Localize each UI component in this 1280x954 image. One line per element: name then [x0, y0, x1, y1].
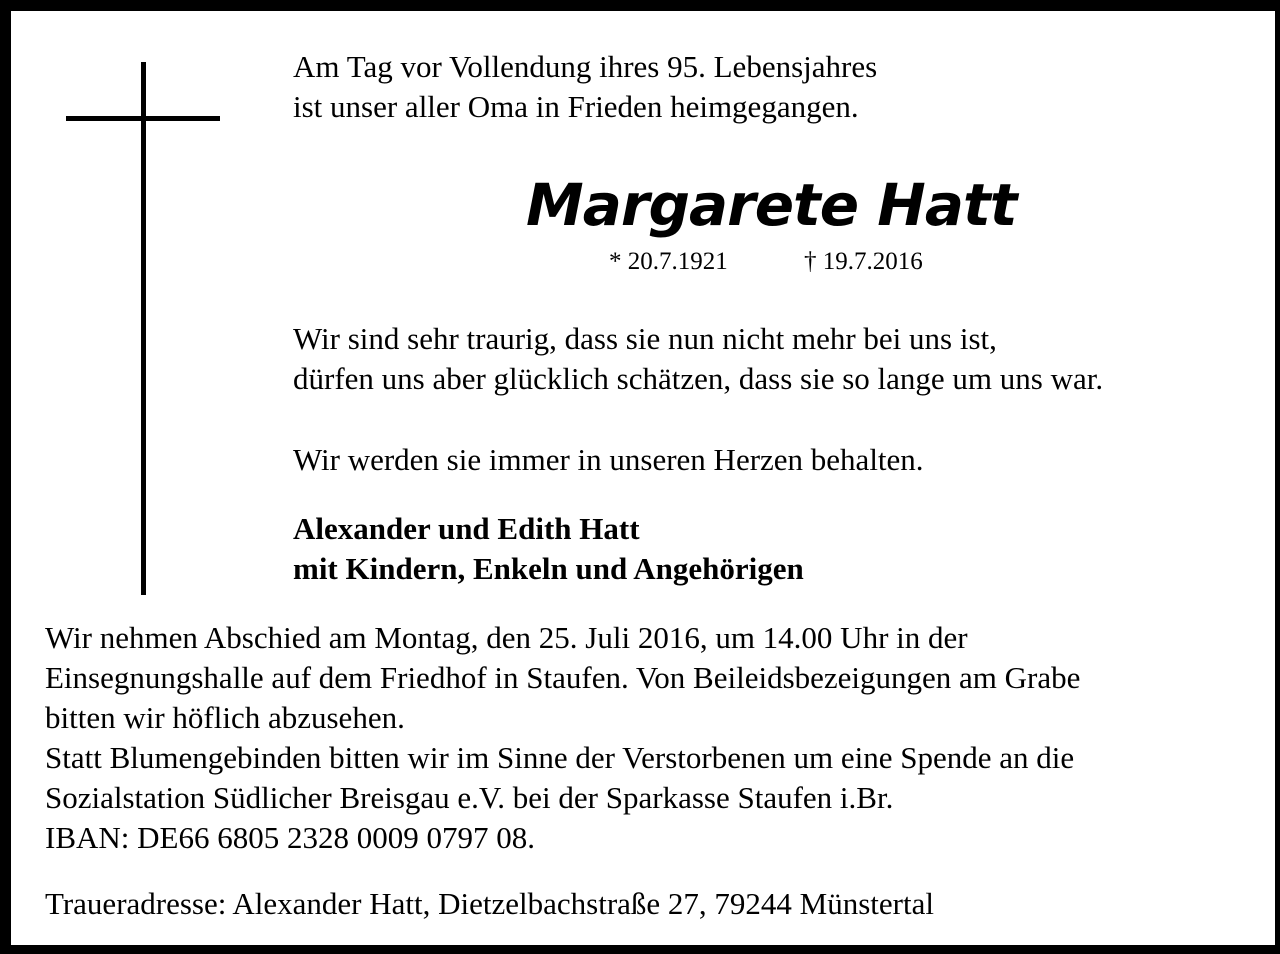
service-line: IBAN: DE66 6805 2328 0009 0797 08. [45, 820, 535, 855]
service-line: Wir nehmen Abschied am Montag, den 25. Juli 2016, um 14.00 Uhr in der [45, 620, 968, 655]
cross-icon [141, 62, 146, 595]
family-signature [293, 509, 804, 589]
service-line: Sozialstation Südlicher Breisgau e.V. bei der Sparkasse Staufen i.Br. [45, 780, 894, 815]
mourning-address: Traueradresse: Alexander Hatt, Dietzelbachstraße 27, 79244 Münstertal [45, 886, 934, 921]
service-line: Einsegnungshalle auf dem Friedhof in Staufen. Von Beileidsbezeigungen am Grabe [45, 660, 1081, 695]
intro-line: Am Tag vor Vollendung ihres 95. Lebensjahres [293, 49, 878, 84]
family-line: mit Kindern, Enkeln und Angehörigen [293, 551, 804, 586]
remembrance-text: Wir werden sie immer in unseren Herzen behalten. [293, 442, 924, 477]
family-line: Alexander und Edith Hatt [293, 511, 640, 546]
death-date: † 19.7.2016 [804, 248, 923, 275]
deceased-name: Margarete Hatt [526, 171, 1017, 239]
cross-icon-bar [66, 116, 220, 121]
service-info [45, 618, 1080, 858]
condolence-text [293, 319, 1103, 399]
birth-date: * 20.7.1921 [609, 248, 728, 275]
condolence-line: dürfen uns aber glücklich schätzen, dass sie so lange um uns war. [293, 361, 1104, 396]
intro-text [293, 47, 877, 127]
condolence-line: Wir sind sehr traurig, dass sie nun nicht mehr bei uns ist, [293, 321, 997, 356]
service-line: bitten wir höflich abzusehen. [45, 700, 405, 735]
intro-line: ist unser aller Oma in Frieden heimgegangen. [293, 89, 859, 124]
service-line: Statt Blumengebinden bitten wir im Sinne der Verstorbenen um eine Spende an die [45, 740, 1075, 775]
